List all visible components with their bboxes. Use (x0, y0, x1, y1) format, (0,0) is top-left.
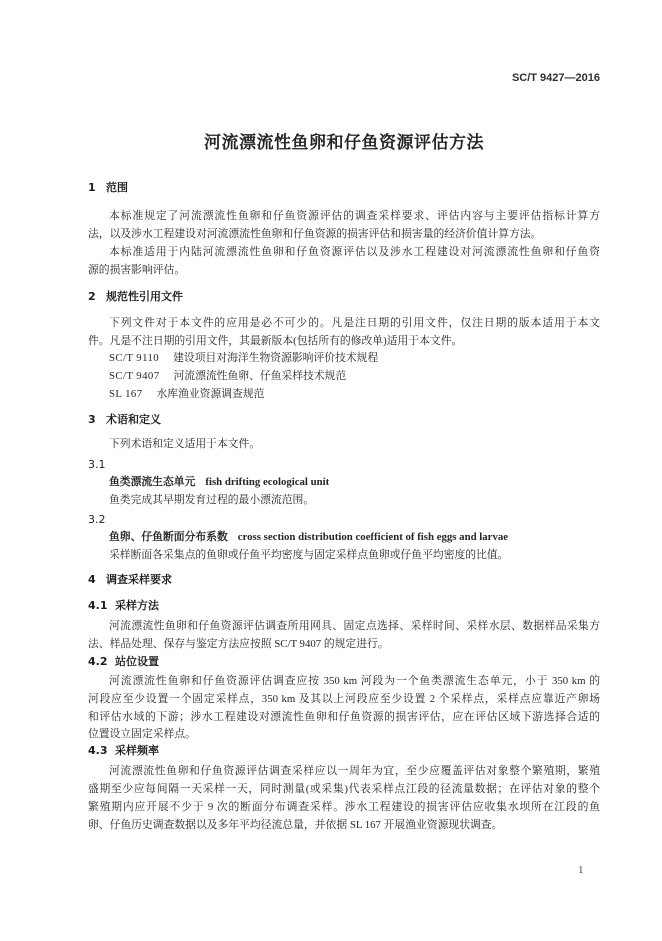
term-number: 3.1 (88, 458, 106, 471)
term-english: cross section distribution coefficient of fish eggs and larvae (237, 531, 509, 543)
reference-item (109, 367, 600, 385)
paragraph-line: 和评估水域的下游；涉水工程建设对漂流性鱼卵和仔鱼资源的损害评估，应在评估区域下游选择合适的 (88, 711, 600, 723)
paragraph-line: 下列术语和定义适用于本文件。 (109, 438, 261, 450)
paragraph-line: 件。凡是不注日期的引用文件，其最新版本(包括所有的修改单)适用于本文件。 (88, 335, 463, 347)
section-title: 术语和定义 (106, 413, 161, 426)
reference-title: 水库渔业资源调查规范 (156, 388, 265, 400)
paragraph-line: 法、样品处理、保存与鉴定方法应按照 SC/T 9407 的规定进行。 (88, 638, 389, 650)
reference-title: 河流漂流性鱼卵、仔鱼采样技术规范 (173, 370, 347, 382)
section-heading-sampling-requirements (88, 571, 600, 589)
subsection-title: 采样频率 (115, 744, 159, 757)
term-entry (109, 528, 600, 546)
term-number: 3.2 (88, 513, 106, 526)
section-title: 范围 (106, 181, 128, 194)
term-english: fish drifting ecological unit (205, 476, 330, 488)
section-number: 1 (88, 181, 96, 194)
page-number: 1 (578, 864, 584, 876)
term-chinese: 鱼卵、仔鱼断面分布系数 (109, 530, 228, 543)
paragraph-line: 卵、仔鱼历史调查数据以及多年平均径流总量，并依据 SL 167 开展渔业资源现状调查。 (88, 819, 503, 831)
subsection-heading (88, 742, 600, 760)
paragraph-line: 源的损害影响评估。 (88, 264, 186, 276)
subsection-number: 4.2 (88, 655, 108, 668)
paragraph-line: 法，以及涉水工程建设对河流漂流性鱼卵和仔鱼资源的损害评估和损害量的经济价值计算方法。 (88, 228, 542, 240)
paragraph-line: 本标准规定了河流漂流性鱼卵和仔鱼资源评估的调查采样要求、评估内容与主要评估指标计算方 (109, 210, 600, 222)
subsection-title: 站位设置 (115, 655, 159, 668)
term-entry (109, 473, 600, 491)
reference-item (109, 349, 600, 367)
section-heading-scope (88, 179, 600, 197)
subsection-heading (88, 653, 600, 671)
reference-code: SC/T 9407 (109, 370, 160, 382)
paragraph-line: 位置设立固定采样点。 (88, 728, 196, 740)
paragraph-line: 河流漂流性鱼卵和仔鱼资源评估调查采样应以一周年为宜，至少应覆盖评估对象整个繁殖期，繁殖 (109, 765, 600, 777)
subsection-number: 4.3 (88, 744, 108, 757)
subsection-number: 4.1 (88, 599, 108, 612)
section-title: 规范性引用文件 (106, 290, 183, 303)
paragraph-line: 本标准适用于内陆河流漂流性鱼卵和仔鱼资源评估以及涉水工程建设对河流漂流性鱼卵和仔鱼资 (109, 246, 600, 258)
paragraph-line: 下列文件对于本文件的应用是必不可少的。凡是注日期的引用文件，仅注日期的版本适用于本文 (109, 317, 600, 329)
subsection-title: 采样方法 (115, 599, 159, 612)
section-heading-normative-references (88, 288, 600, 306)
standard-code: SC/T 9427—2016 (511, 72, 600, 84)
reference-item (109, 385, 600, 403)
subsection-heading (88, 597, 600, 615)
reference-code: SC/T 9110 (109, 352, 160, 364)
term-chinese: 鱼类漂流生态单元 (109, 475, 196, 488)
term-definition: 采样断面各采集点的鱼卵或仔鱼平均密度与固定采样点鱼卵或仔鱼平均密度的比值。 (109, 549, 509, 561)
section-heading-terms (88, 411, 600, 429)
paragraph-line: 盛期至少应每间隔一天采样一天，同时测量(或采集)代表采样点江段的径流量数据；在评估对象的整个 (88, 783, 600, 795)
section-title: 调查采样要求 (106, 573, 172, 586)
document-title: 河流漂流性鱼卵和仔鱼资源评估方法 (204, 133, 484, 153)
term-definition: 鱼类完成其早期发育过程的最小漂流范围。 (109, 494, 315, 506)
section-number: 4 (88, 573, 96, 586)
reference-code: SL 167 (109, 388, 143, 400)
paragraph-line: 河段应至少设置一个固定采样点，350 km 及其以上河段应至少设置 2 个采样点，采样点应靠近产卵场 (88, 693, 600, 705)
reference-title: 建设项目对海洋生物资源影响评价技术规程 (173, 352, 379, 364)
section-number: 2 (88, 290, 96, 303)
paragraph-line: 河流漂流性鱼卵和仔鱼资源评估调查所用网具、固定点选择、采样时间、采样水层、数据样品采集方 (109, 620, 600, 632)
paragraph-line: 河流漂流性鱼卵和仔鱼资源评估调查应按 350 km 河段为一个鱼类漂流生态单元，小于 350 km 的 (109, 675, 600, 687)
section-number: 3 (88, 413, 96, 426)
paragraph-line: 繁殖期内应开展不少于 9 次的断面分布调查采样。涉水工程建设的损害评估应收集水坝所在江段的鱼 (88, 801, 600, 813)
